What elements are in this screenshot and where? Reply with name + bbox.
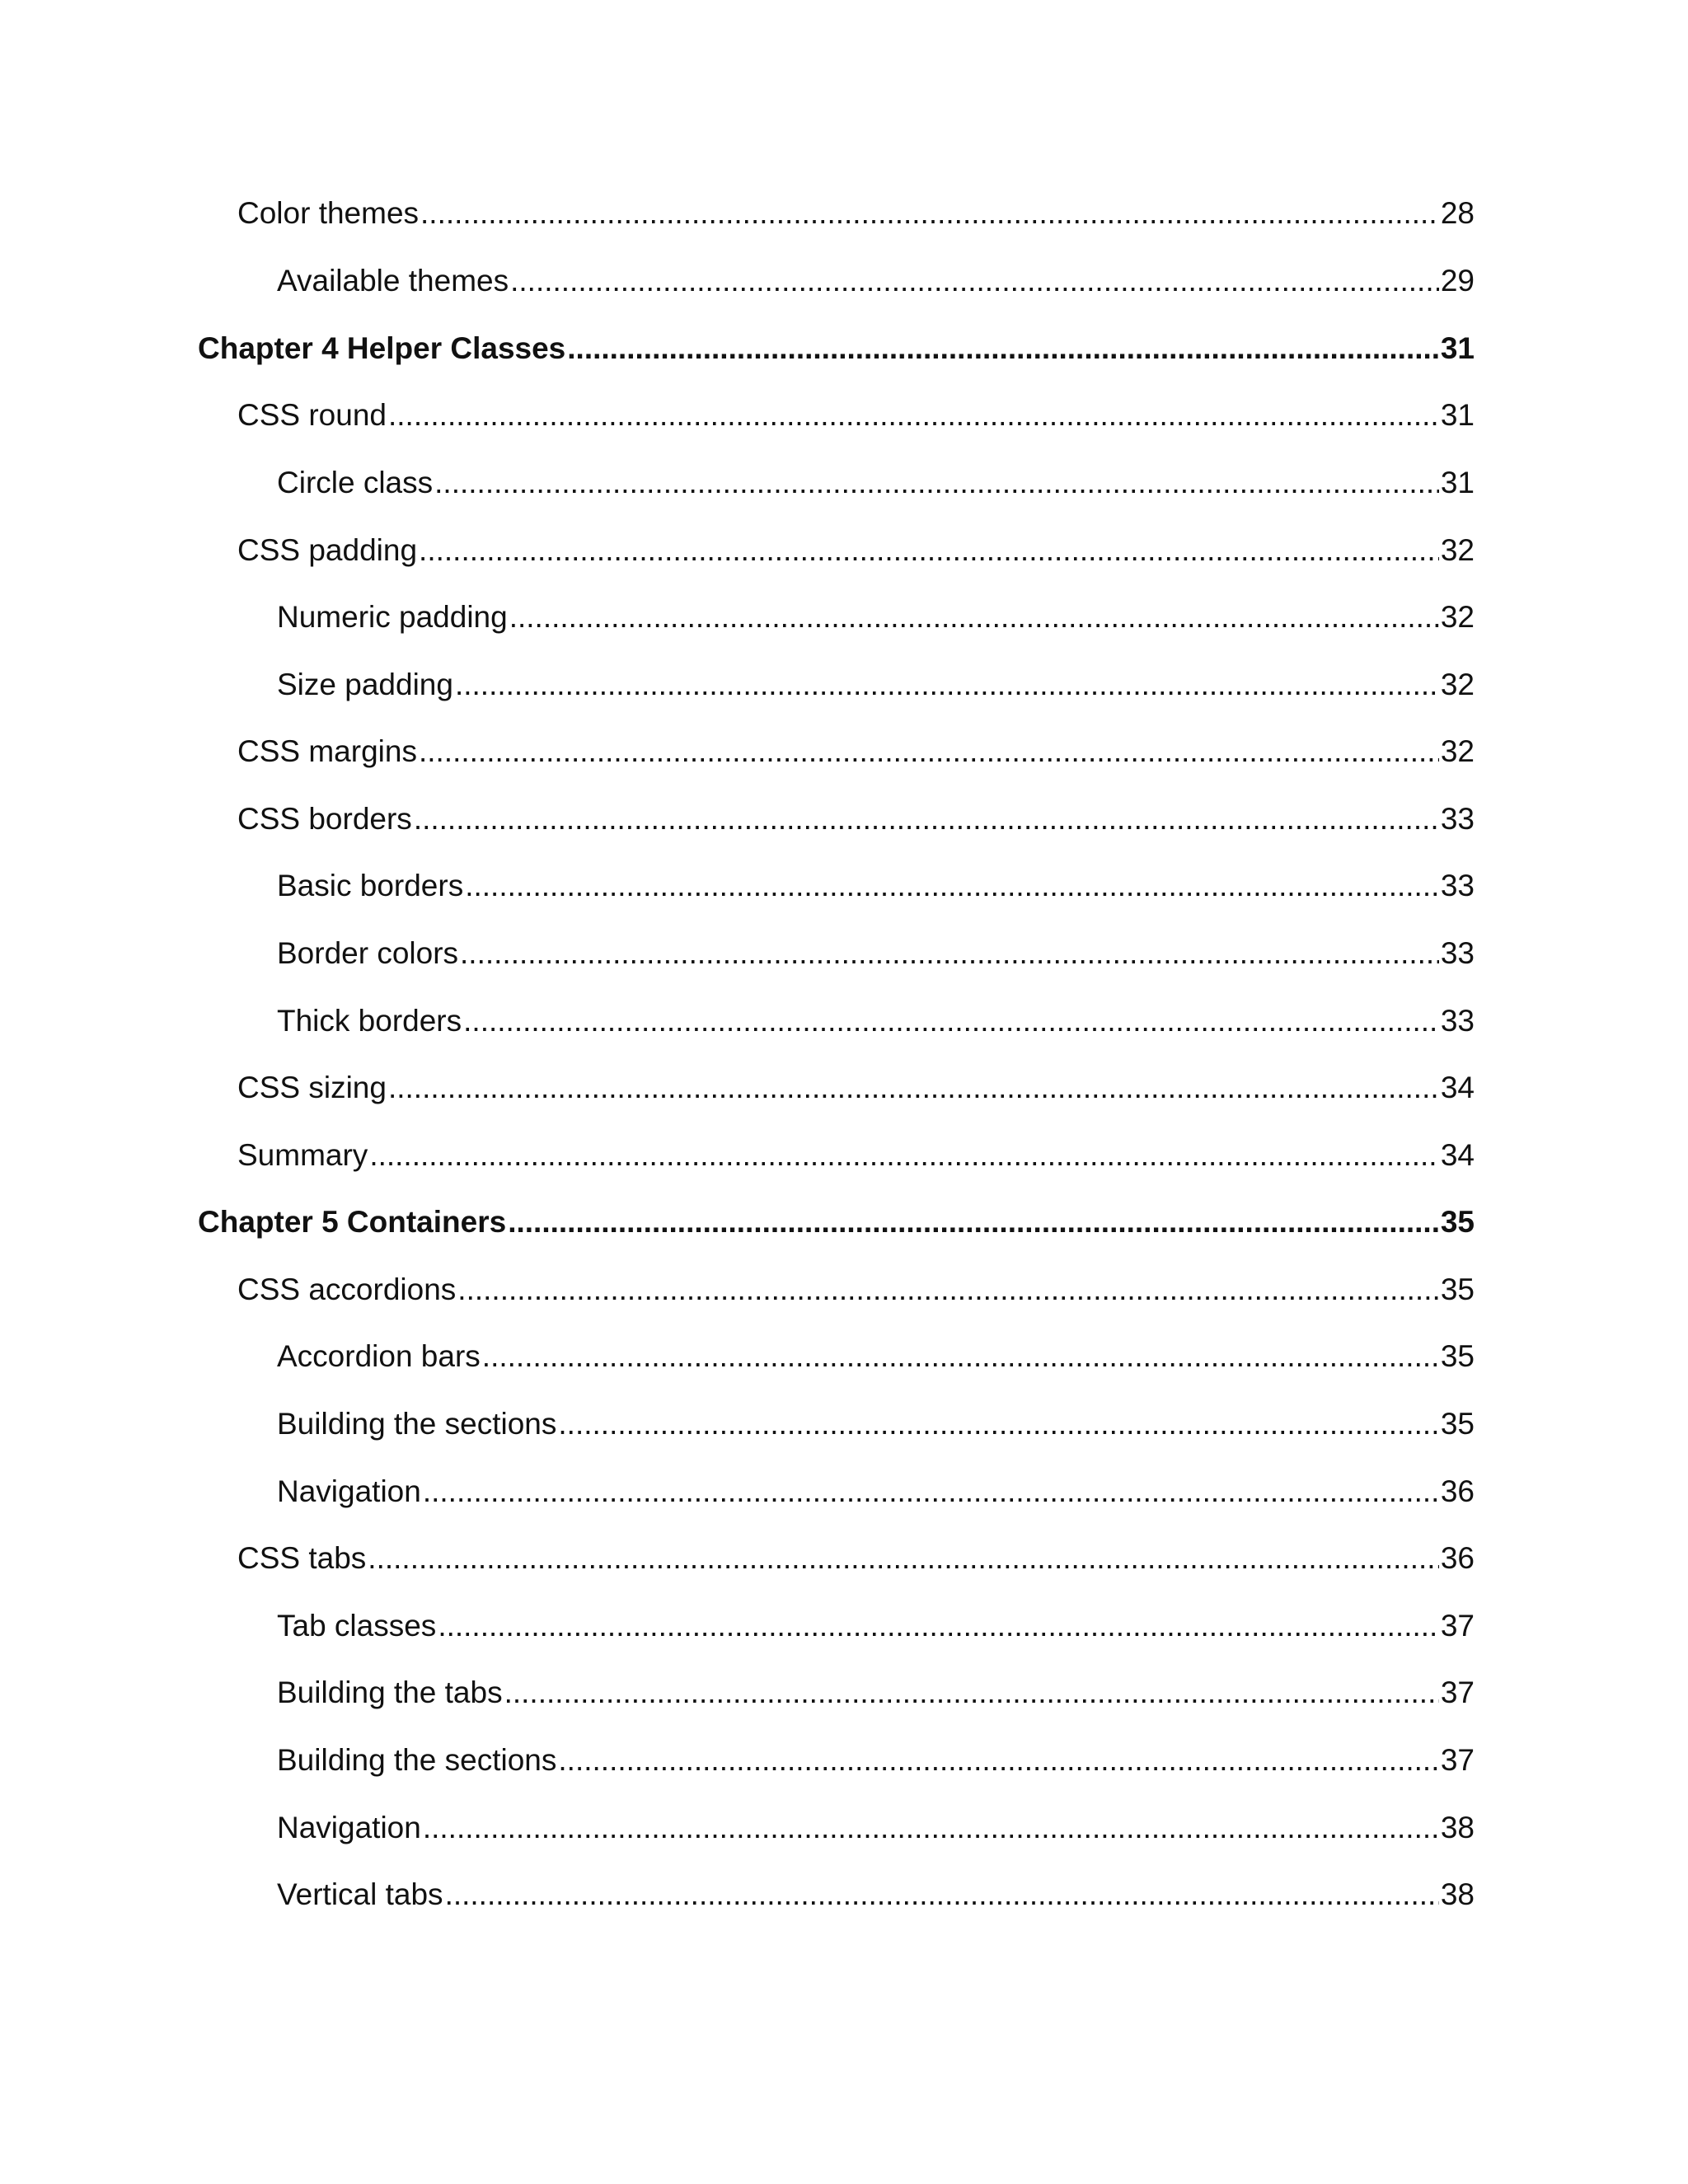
dot-leader: [414, 794, 1439, 844]
dot-leader: [423, 1803, 1439, 1853]
toc-entry-page: 32: [1440, 668, 1475, 701]
toc-entry[interactable]: [0, 1467, 1688, 1516]
dot-leader: [388, 391, 1439, 440]
dot-leader: [558, 1736, 1438, 1785]
toc-entry[interactable]: [0, 458, 1688, 508]
toc-entry[interactable]: [0, 1601, 1688, 1651]
toc-entry[interactable]: [0, 189, 1688, 238]
toc-entry-title: Thick borders: [277, 1004, 462, 1038]
toc-entry-title: CSS margins: [237, 734, 417, 768]
dot-leader: [445, 1870, 1439, 1919]
toc-entry-page: 28: [1440, 196, 1475, 230]
dot-leader: [508, 1197, 1439, 1247]
toc-entry-page: 33: [1440, 802, 1475, 836]
toc-entry-page: 35: [1440, 1272, 1475, 1306]
toc-entry[interactable]: [0, 660, 1688, 710]
dot-leader: [510, 256, 1439, 306]
dot-leader: [482, 1332, 1439, 1381]
toc-entry[interactable]: [0, 861, 1688, 911]
toc-entry-page: 33: [1440, 936, 1475, 970]
dot-leader: [434, 458, 1439, 508]
toc-entry[interactable]: [0, 1265, 1688, 1315]
toc-entry-title: Navigation: [277, 1474, 421, 1508]
toc-entry-page: 36: [1440, 1474, 1475, 1508]
toc-entry-title: CSS padding: [237, 533, 418, 567]
dot-leader: [419, 526, 1439, 575]
toc-entry-page: 37: [1440, 1609, 1475, 1643]
toc-entry-page: 35: [1440, 1339, 1475, 1373]
toc-entry-page: 33: [1440, 869, 1475, 902]
toc-entry-page: 38: [1440, 1877, 1475, 1911]
toc-entry-title: CSS round: [237, 398, 387, 432]
toc-entry-page: 36: [1440, 1541, 1475, 1575]
toc-entry-page: 31: [1440, 398, 1475, 432]
toc-entry[interactable]: [0, 794, 1688, 844]
toc-entry[interactable]: [0, 1803, 1688, 1853]
toc-entry-page: 32: [1440, 533, 1475, 567]
toc-entry-title: CSS borders: [237, 802, 412, 836]
toc-entry[interactable]: [0, 1870, 1688, 1919]
toc-entry-page: 31: [1440, 331, 1475, 365]
toc-chapter-entry[interactable]: [0, 324, 1688, 373]
toc-entry-title: Building the sections: [277, 1407, 557, 1441]
toc-entry-page: 35: [1440, 1205, 1475, 1239]
toc-entry[interactable]: [0, 526, 1688, 575]
toc-entry-title: CSS tabs: [237, 1541, 367, 1575]
toc-entry[interactable]: [0, 593, 1688, 642]
toc-entry-title: Circle class: [277, 466, 434, 499]
dot-leader: [504, 1668, 1439, 1718]
toc-entry[interactable]: [0, 1736, 1688, 1785]
toc-entry-title: Available themes: [277, 264, 509, 298]
toc-entry-page: 31: [1440, 466, 1475, 499]
dot-leader: [420, 189, 1439, 238]
dot-leader: [567, 324, 1439, 373]
toc-entry-page: 37: [1440, 1675, 1475, 1709]
toc-entry[interactable]: [0, 1131, 1688, 1180]
toc-entry-title: Summary: [237, 1138, 368, 1172]
dot-leader: [388, 1063, 1439, 1113]
dot-leader: [369, 1131, 1439, 1180]
toc-entry[interactable]: [0, 1399, 1688, 1449]
dot-leader: [455, 660, 1439, 710]
dot-leader: [423, 1467, 1439, 1516]
toc-entry-title: Building the tabs: [277, 1675, 503, 1709]
toc-entry-page: 34: [1440, 1138, 1475, 1172]
toc-entry-title: CSS sizing: [237, 1071, 387, 1104]
toc-entry-title: Navigation: [277, 1811, 421, 1844]
toc-entry[interactable]: [0, 1332, 1688, 1381]
toc-entry[interactable]: [0, 929, 1688, 978]
toc-entry-page: 33: [1440, 1004, 1475, 1038]
dot-leader: [460, 929, 1439, 978]
dot-leader: [509, 593, 1439, 642]
toc-entry-page: 37: [1440, 1743, 1475, 1777]
toc-entry-title: Numeric padding: [277, 600, 508, 634]
toc-entry-page: 38: [1440, 1811, 1475, 1844]
toc-entry-page: 35: [1440, 1407, 1475, 1441]
dot-leader: [438, 1601, 1439, 1651]
toc-entry-page: 29: [1440, 264, 1475, 298]
toc-entry-title: Vertical tabs: [277, 1877, 443, 1911]
toc-entry[interactable]: [0, 996, 1688, 1046]
dot-leader: [368, 1534, 1439, 1583]
dot-leader: [463, 996, 1439, 1046]
toc-entry[interactable]: [0, 1534, 1688, 1583]
toc-entry-title: CSS accordions: [237, 1272, 457, 1306]
toc-entry[interactable]: [0, 727, 1688, 776]
dot-leader: [419, 727, 1439, 776]
toc-entry[interactable]: [0, 391, 1688, 440]
toc-entry[interactable]: [0, 1668, 1688, 1718]
toc-entry[interactable]: [0, 256, 1688, 306]
toc-entry-page: 34: [1440, 1071, 1475, 1104]
toc-entry-page: 32: [1440, 734, 1475, 768]
toc-entry-title: Chapter 4 Helper Classes: [198, 331, 566, 365]
dot-leader: [465, 861, 1439, 911]
toc-entry-title: Building the sections: [277, 1743, 557, 1777]
toc-entry-title: Basic borders: [277, 869, 464, 902]
toc-entry-title: Border colors: [277, 936, 459, 970]
toc-entry-page: 32: [1440, 600, 1475, 634]
toc-entry[interactable]: [0, 1063, 1688, 1113]
toc-entry-title: Size padding: [277, 668, 453, 701]
toc-entry-title: Color themes: [237, 196, 420, 230]
toc-chapter-entry[interactable]: [0, 1197, 1688, 1247]
toc-entry-title: Tab classes: [277, 1609, 437, 1643]
dot-leader: [457, 1265, 1439, 1315]
toc-entry-title: Accordion bars: [277, 1339, 481, 1373]
toc-entry-title: Chapter 5 Containers: [198, 1205, 507, 1239]
dot-leader: [558, 1399, 1438, 1449]
